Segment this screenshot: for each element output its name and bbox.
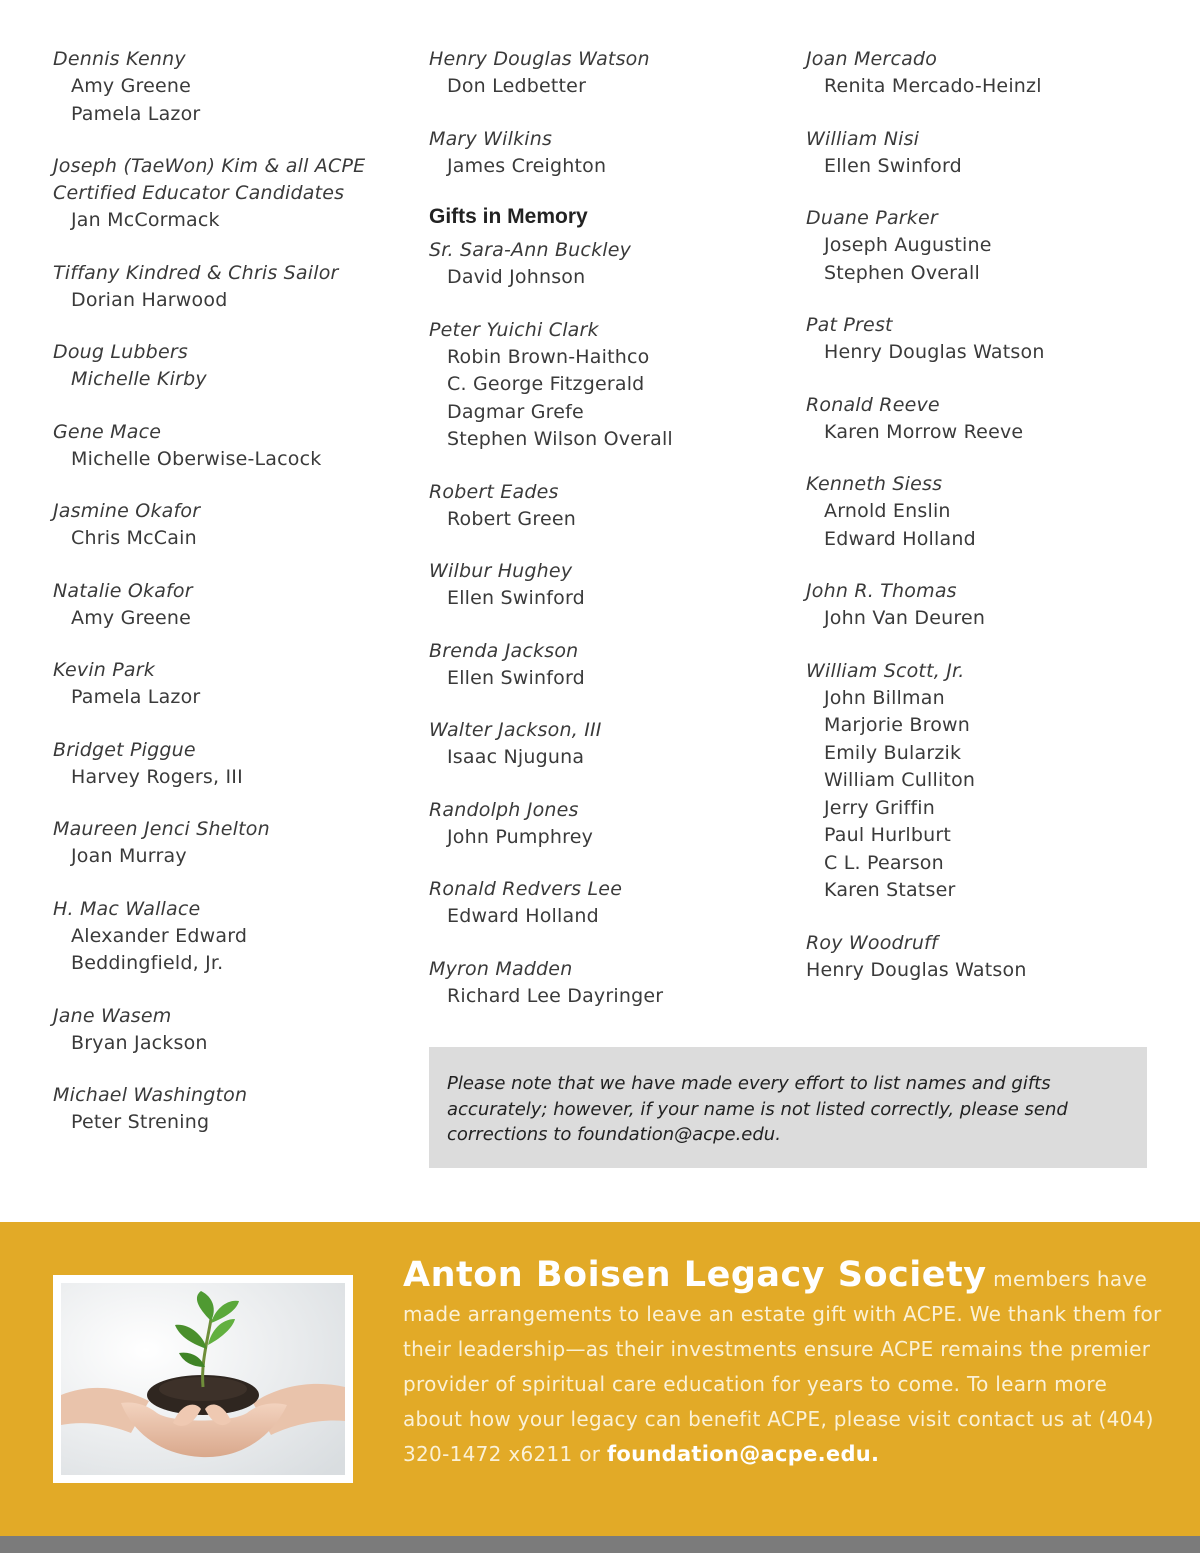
- honor-entry: [806, 205, 1186, 287]
- donor-name: Stephen Overall: [824, 261, 980, 284]
- donor-name: Robert Green: [447, 507, 576, 530]
- donor-name: John Billman: [824, 686, 945, 709]
- donor-name: Stephen Wilson Overall: [447, 428, 673, 450]
- honor-entry: [429, 956, 789, 1011]
- donor-name: Paul Hurlburt: [824, 824, 951, 846]
- honoree-name: Maureen Jenci Shelton: [53, 818, 270, 840]
- honoree-name: Duane Parker: [806, 207, 938, 229]
- honoree-name: Myron Madden: [429, 957, 573, 980]
- legacy-society-title: Anton Boisen Legacy Society: [403, 1255, 987, 1295]
- donor-name: Alexander Edward: [71, 924, 248, 947]
- honoree-name: Brenda Jackson: [429, 639, 579, 662]
- corrections-note: [429, 1047, 1147, 1168]
- honor-entry: [429, 126, 789, 181]
- donor-name: Emily Bularzik: [824, 741, 962, 764]
- honor-entry: [53, 419, 413, 474]
- honoree-name: Ronald Redvers Lee: [429, 878, 623, 900]
- honoree-name: Bridget Piggue: [53, 738, 196, 761]
- donor-name: Ellen Swinford: [447, 666, 585, 689]
- legacy-email-link[interactable]: foundation@acpe.edu.: [606, 1442, 880, 1466]
- donor-name: Ellen Swinford: [447, 587, 585, 609]
- honor-entry: [53, 896, 413, 978]
- honoree-name: Jasmine Okafor: [53, 500, 201, 522]
- legacy-society-text: [403, 1255, 1163, 1472]
- donor-name: Karen Statser: [824, 879, 956, 901]
- honor-column-2: [429, 46, 789, 1035]
- donor-name: Harvey Rogers, III: [71, 765, 243, 788]
- honor-entry: [53, 498, 413, 553]
- honoree-name: Mary Wilkins: [429, 127, 553, 150]
- donor-name: Jerry Griffin: [824, 796, 935, 819]
- honoree-name: Gene Mace: [53, 420, 162, 443]
- honoree-name: Doug Lubbers: [53, 341, 188, 363]
- honor-entry: [806, 312, 1186, 367]
- honoree-name: Kevin Park: [53, 659, 155, 681]
- donor-name: Peter Strening: [71, 1111, 210, 1133]
- honor-entry: [806, 930, 1186, 985]
- honor-entry: [806, 471, 1186, 553]
- honoree-name: Walter Jackson, III: [429, 719, 602, 741]
- donor-name: Bryan Jackson: [71, 1031, 208, 1054]
- honoree-name: Robert Eades: [429, 480, 559, 503]
- honoree-name: Kenneth Siess: [806, 473, 943, 495]
- donor-name: Ellen Swinford: [824, 154, 962, 177]
- donor-name: Karen Morrow Reeve: [824, 420, 1024, 443]
- honor-entry: [806, 578, 1186, 633]
- seedling-in-hands-icon: [61, 1283, 345, 1475]
- honor-entry: [429, 237, 789, 292]
- donor-name: Dagmar Grefe: [447, 400, 584, 423]
- legacy-society-body: members have made arrangements to leave an estate gift with ACPE. We thank them for their leadership—as their investments ensure ACPE remains the premier provider of spiritual care education for years to come. To learn more about how your legacy can benefit ACPE, please visit contact us at (404) 320-1472 x6211 or: [403, 1267, 1162, 1466]
- honor-entry: [429, 797, 789, 852]
- honoree-name: Natalie Okafor: [53, 579, 193, 602]
- donor-name: Henry Douglas Watson: [806, 958, 1027, 981]
- donor-name: Beddingfield, Jr.: [71, 952, 224, 974]
- donor-name: David Johnson: [447, 266, 586, 288]
- donor-name: Amy Greene: [71, 606, 192, 629]
- donor-name: Chris McCain: [71, 527, 197, 549]
- honoree-name: Michael Washington: [53, 1084, 248, 1106]
- donor-name: John Pumphrey: [447, 825, 594, 848]
- honoree-name: Joseph (TaeWon) Kim & all ACPE Certified Educator Candidates: [53, 155, 366, 204]
- honor-entry: [429, 638, 789, 693]
- donor-name: Amy Greene: [71, 75, 192, 97]
- donor-name: C. George Fitzgerald: [447, 373, 645, 395]
- honor-entry: [806, 126, 1186, 181]
- donor-name: William Culliton: [824, 769, 976, 791]
- donor-name: Pamela Lazor: [71, 102, 201, 125]
- honoree-name: John R. Thomas: [806, 580, 957, 602]
- honor-entry: [429, 317, 789, 454]
- seedling-photo: [53, 1275, 353, 1483]
- donor-name: John Van Deuren: [824, 607, 986, 629]
- donor-name: Edward Holland: [824, 527, 976, 550]
- donor-name: Renita Mercado-Heinzl: [824, 75, 1042, 97]
- footer-strip: [0, 1536, 1200, 1553]
- honoree-name: Peter Yuichi Clark: [429, 318, 599, 341]
- honoree-name: Joan Mercado: [806, 48, 938, 70]
- donor-name: Edward Holland: [447, 905, 599, 927]
- honor-entry: [53, 816, 413, 871]
- honor-entry: [429, 46, 789, 101]
- donor-name: Michelle Kirby: [71, 368, 207, 390]
- honoree-name: Henry Douglas Watson: [429, 48, 650, 70]
- honoree-name: William Scott, Jr.: [806, 659, 965, 682]
- honor-entry: [806, 46, 1186, 101]
- donor-name: James Creighton: [447, 154, 607, 177]
- honor-entry: [429, 717, 789, 772]
- donor-name: C L. Pearson: [824, 851, 944, 874]
- honoree-name: Ronald Reeve: [806, 393, 940, 416]
- honor-entry: [429, 479, 789, 534]
- honor-entry: [806, 658, 1186, 905]
- honor-entry: [53, 46, 413, 128]
- donor-name: Pamela Lazor: [71, 686, 201, 708]
- donor-name: Arnold Enslin: [824, 500, 951, 522]
- honor-entry: [429, 876, 789, 931]
- donor-name: Richard Lee Dayringer: [447, 984, 664, 1007]
- honor-entry: [53, 339, 413, 394]
- donor-name: Joseph Augustine: [824, 234, 992, 256]
- honoree-name: Dennis Kenny: [53, 48, 186, 70]
- honor-entry: [429, 558, 789, 613]
- donor-name: Joan Murray: [71, 845, 187, 867]
- honoree-name: Roy Woodruff: [806, 931, 938, 954]
- donor-name: Jan McCormack: [71, 209, 220, 231]
- honor-entry: [53, 153, 413, 235]
- donor-name: Henry Douglas Watson: [824, 341, 1045, 363]
- honoree-name: H. Mac Wallace: [53, 897, 201, 920]
- honoree-name: William Nisi: [806, 127, 920, 150]
- honor-column-1: [53, 46, 413, 1162]
- honoree-name: Jane Wasem: [53, 1004, 172, 1027]
- honor-entry: [53, 1003, 413, 1058]
- donor-name: Don Ledbetter: [447, 75, 587, 97]
- honor-column-3: [806, 46, 1186, 1009]
- honor-entry: [806, 392, 1186, 447]
- honor-entry: [53, 737, 413, 792]
- corrections-note-text: Please note that we have made every effort to list names and gifts accurately; however, if your name is not listed correctly, please send corrections to foundation@acpe.edu.: [447, 1073, 1068, 1145]
- honor-entry: [53, 260, 413, 315]
- donor-name: Isaac Njuguna: [447, 746, 585, 768]
- honoree-name: Pat Prest: [806, 314, 893, 336]
- honoree-name: Wilbur Hughey: [429, 560, 573, 582]
- honoree-name: Sr. Sara-Ann Buckley: [429, 239, 632, 261]
- donor-name: Robin Brown-Haithco: [447, 345, 650, 368]
- donor-name: Michelle Oberwise-Lacock: [71, 447, 322, 470]
- honor-entry: [53, 1082, 413, 1137]
- honor-entry: [53, 578, 413, 633]
- gifts-in-memory-heading: Gifts in Memory: [429, 205, 588, 228]
- honor-entry: [53, 657, 413, 712]
- donor-name: Marjorie Brown: [824, 714, 971, 736]
- honoree-name: Tiffany Kindred & Chris Sailor: [53, 261, 339, 284]
- honoree-name: Randolph Jones: [429, 798, 579, 821]
- donor-name: Dorian Harwood: [71, 288, 228, 311]
